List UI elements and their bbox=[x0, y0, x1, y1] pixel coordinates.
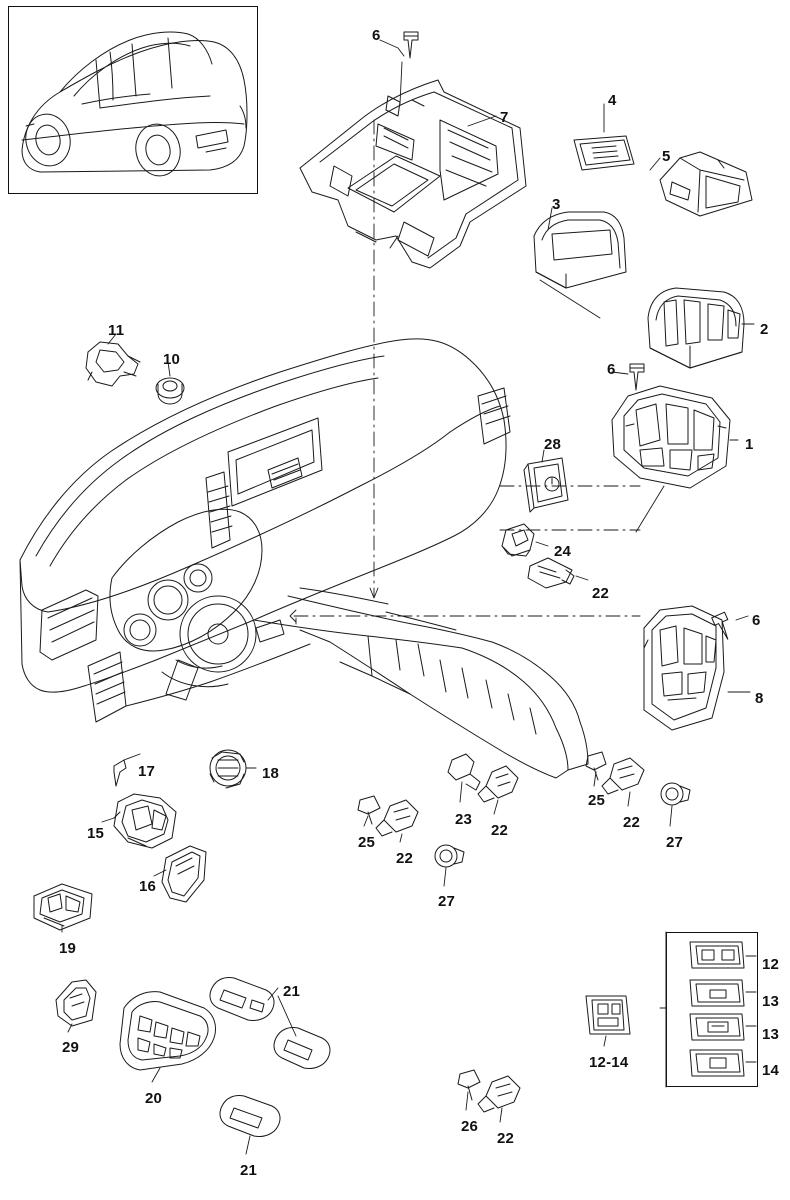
part-16-lower-trim bbox=[162, 846, 206, 902]
callout-7: 7 bbox=[500, 109, 509, 126]
callout-29: 29 bbox=[62, 1039, 80, 1056]
part-14-switch bbox=[690, 1050, 744, 1076]
part-8-rear-panel bbox=[644, 606, 724, 730]
part-27-socket-b bbox=[435, 845, 464, 867]
callout-8: 8 bbox=[755, 690, 764, 707]
part-12-14-switch-pair bbox=[586, 996, 630, 1034]
callout-6-mid: 6 bbox=[607, 361, 616, 378]
part-29-bracket bbox=[56, 980, 96, 1026]
callout-1: 1 bbox=[745, 436, 754, 453]
callout-12: 12 bbox=[762, 956, 780, 973]
callout-4: 4 bbox=[608, 92, 617, 109]
part-6-screw-mid bbox=[630, 364, 644, 390]
part-5-side-trim bbox=[660, 152, 752, 216]
callout-2: 2 bbox=[760, 321, 769, 338]
callout-16: 16 bbox=[139, 878, 157, 895]
assembly-axis-lines bbox=[294, 120, 640, 624]
callout-18: 18 bbox=[262, 765, 280, 782]
callout-22-c: 22 bbox=[623, 814, 641, 831]
part-21-seat-switch-a bbox=[210, 977, 274, 1020]
part-6-screw-top bbox=[404, 32, 418, 58]
part-1-switch-carrier bbox=[612, 386, 730, 488]
callout-19: 19 bbox=[59, 940, 77, 957]
callout-27-a: 27 bbox=[666, 834, 684, 851]
part-22-bulb-b bbox=[478, 766, 518, 802]
part-20-window-switch-panel bbox=[120, 992, 216, 1070]
part-22-bulb-d bbox=[376, 800, 418, 836]
part-28-switch bbox=[524, 458, 568, 512]
part-7-trim-panel bbox=[300, 80, 526, 268]
callout-15: 15 bbox=[87, 825, 105, 842]
part-27-socket-a bbox=[661, 783, 690, 805]
part-26-contact bbox=[458, 1070, 480, 1100]
callout-27-b: 27 bbox=[438, 893, 456, 910]
callout-6-top: 6 bbox=[372, 27, 381, 44]
part-22-bulb-a bbox=[528, 558, 574, 588]
part-18-knob bbox=[210, 750, 246, 788]
part-4-cover-plate bbox=[574, 136, 634, 170]
callout-13-a: 13 bbox=[762, 993, 780, 1010]
part-25-contact-a bbox=[586, 752, 606, 780]
callout-22-a: 22 bbox=[592, 585, 610, 602]
part-6-screw-rear bbox=[712, 612, 735, 641]
part-21-seat-switch-c bbox=[220, 1095, 280, 1136]
callout-13-b: 13 bbox=[762, 1026, 780, 1043]
part-3-lid bbox=[534, 212, 626, 288]
callout-26: 26 bbox=[461, 1118, 479, 1135]
callout-23: 23 bbox=[455, 811, 473, 828]
callout-11: 11 bbox=[108, 322, 125, 339]
callout-25-b: 25 bbox=[358, 834, 376, 851]
part-13-switch-a bbox=[690, 980, 744, 1006]
part-13-switch-b bbox=[690, 1014, 744, 1040]
callout-14: 14 bbox=[762, 1062, 780, 1079]
vehicle-illustration bbox=[21, 32, 247, 180]
callout-22-e: 22 bbox=[497, 1130, 515, 1147]
part-17-clip bbox=[114, 760, 126, 786]
part-24-connector bbox=[502, 524, 534, 556]
part-15-switch-cluster bbox=[114, 794, 176, 848]
part-22-bulb-c bbox=[602, 758, 644, 794]
leader-lines bbox=[62, 40, 756, 1154]
callout-3: 3 bbox=[552, 196, 561, 213]
part-11-sensor bbox=[86, 342, 140, 386]
callout-24: 24 bbox=[554, 543, 572, 560]
part-21-seat-switch-b bbox=[274, 1027, 330, 1068]
callout-28: 28 bbox=[544, 436, 562, 453]
part-22-bulb-e bbox=[478, 1076, 520, 1112]
callout-21-b: 21 bbox=[240, 1162, 258, 1179]
callout-25-a: 25 bbox=[588, 792, 606, 809]
part-12-switch bbox=[690, 942, 744, 968]
part-25-contact-b bbox=[358, 796, 380, 824]
part-19-switch-block bbox=[34, 884, 92, 930]
part-2-switch-cover bbox=[648, 288, 744, 368]
callout-12-14-group: 12-14 bbox=[589, 1054, 629, 1071]
callout-5: 5 bbox=[662, 148, 671, 165]
dashboard-assembly bbox=[20, 339, 588, 778]
callout-22-d: 22 bbox=[396, 850, 414, 867]
callout-10: 10 bbox=[163, 351, 181, 368]
part-10-grommet bbox=[156, 378, 184, 404]
callout-6-rear: 6 bbox=[752, 612, 761, 629]
callout-22-b: 22 bbox=[491, 822, 509, 839]
callout-20: 20 bbox=[145, 1090, 163, 1107]
part-23-bulb bbox=[448, 754, 480, 790]
callout-21-a: 21 bbox=[283, 983, 301, 1000]
callout-17: 17 bbox=[138, 763, 156, 780]
